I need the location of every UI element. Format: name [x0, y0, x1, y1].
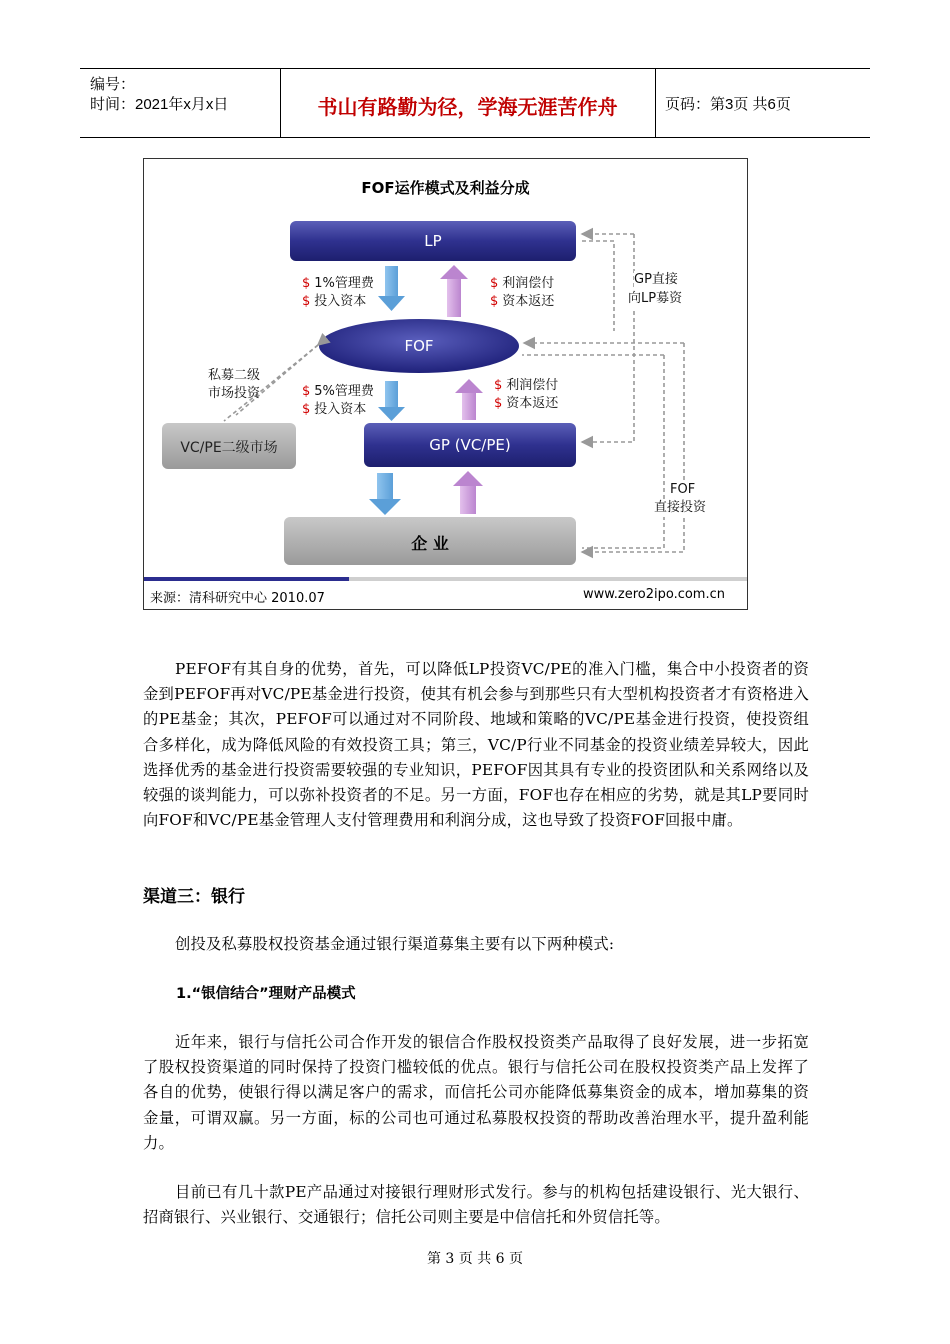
- header-page-cell: [655, 69, 870, 137]
- diagram-website: www.zero2ipo.com.cn: [583, 587, 725, 602]
- lp-fof-up-label-2: $ 资本返还: [490, 294, 555, 309]
- number-label: 编号：: [90, 76, 136, 93]
- arrow-enterprise-to-gp: [453, 471, 483, 514]
- arrow-gp-to-enterprise: [369, 473, 401, 515]
- page-footer: 第 3 页 共 6 页: [426, 1251, 524, 1267]
- fof-label: FOF: [404, 337, 434, 355]
- arrow-gp-to-fof: [455, 379, 483, 420]
- secondary-label-1: 私募二级: [208, 368, 261, 383]
- fof-gp-up-label-2: $ 资本返还: [494, 396, 559, 411]
- paragraph-products: 目前已有几十款PE产品通过对接银行理财形式发行。参与的机构包括建设银行、光大银行、招商银行、兴业银行、交通银行；信托公司则主要是中信信托和外贸信托等。: [143, 1183, 809, 1227]
- lp-fof-down-label-1: $ 1%管理费: [302, 276, 374, 291]
- gp-direct-label-1: GP直接: [634, 272, 678, 287]
- lp-fof-down-label-2: $ 投入资本: [302, 294, 367, 309]
- arrow-fof-to-lp: [440, 265, 468, 317]
- fof-diagram: [143, 158, 748, 610]
- fof-gp-down-label-2: $ 投入资本: [302, 402, 367, 417]
- paragraph-bank-trust: 近年来，银行与信托公司合作开发的银信合作股权投资类产品取得了良好发展，进一步拓宽了股权投资渠道的同时保持了投资门槛较低的优点。银行与信托公司在股权投资类产品上发挥了各自的优势，使银行得以满足客户的需求，而信托公司亦能降低募集资金的成本，增加募集的资金量，可谓双赢。另一方面，标的公司也可通过私募股权投资的帮助改善治理水平，提升盈利能力。: [143, 1033, 809, 1152]
- header-motto-cell: [280, 69, 656, 137]
- motto: 书山有路勤为径，学海无涯苦作舟: [317, 95, 618, 119]
- arrow-lp-to-fof: [378, 266, 405, 311]
- fof-direct-label-2: 直接投资: [654, 500, 707, 515]
- diagram-title: FOF运作模式及利益分成: [361, 179, 530, 197]
- gp-label: GP (VC/PE): [429, 436, 511, 454]
- header-meta-cell: [80, 69, 281, 137]
- paragraph-intro: 创投及私募股权投资基金通过银行渠道募集主要有以下两种模式:: [175, 935, 615, 953]
- gp-direct-label-2: 向LP募资: [628, 291, 683, 306]
- section-heading: 渠道三：银行: [143, 887, 245, 907]
- subsection-heading: 1.“银信结合”理财产品模式: [176, 986, 356, 1002]
- secondary-market-label: VC/PE二级市场: [180, 440, 278, 456]
- diagram-source: 来源：清科研究中心 2010.07: [150, 591, 325, 606]
- page-info: 页码：第3页 共6页: [665, 96, 791, 113]
- arrow-fof-to-gp: [378, 381, 405, 421]
- enterprise-label: 企 业: [411, 534, 449, 553]
- time-label: 时间：2021年x月x日: [90, 96, 229, 113]
- lp-fof-up-label-1: $ 利润偿付: [490, 276, 555, 291]
- fof-direct-label-1: FOF: [670, 482, 696, 497]
- secondary-label-2: 市场投资: [208, 386, 261, 401]
- lp-label: LP: [424, 232, 442, 250]
- page-header: [80, 68, 870, 138]
- fof-gp-up-label-1: $ 利润偿付: [494, 378, 559, 393]
- paragraph-fof-advantages: PEFOF有其自身的优势，首先，可以降低LP投资VC/PE的准入门槛，集合中小投资者的资金到PEFOF再对VC/PE基金进行投资，使其有机会参与到那些只有大型机构投资者才有资格进入的PE基金；其次，PEFOF可以通过对不同阶段、地域和策略的VC/PE基金进行投资，使投资组合多样化，成为降低风险的有效投资工具；第三，VC/P行业不同基金的投资业绩差异较大，因此选择优秀的基金进行投资需要较强的专业知识，PEFOF因其具有专业的投资团队和关系网络以及较强的谈判能力，可以弥补投资者的不足。另一方面，FOF也存在相应的劣势，就是其LP要同时向FOF和VC/PE基金管理人支付管理费用和利润分成，这也导致了投资FOF回报中庸。: [143, 660, 809, 830]
- fof-gp-down-label-1: $ 5%管理费: [302, 384, 374, 399]
